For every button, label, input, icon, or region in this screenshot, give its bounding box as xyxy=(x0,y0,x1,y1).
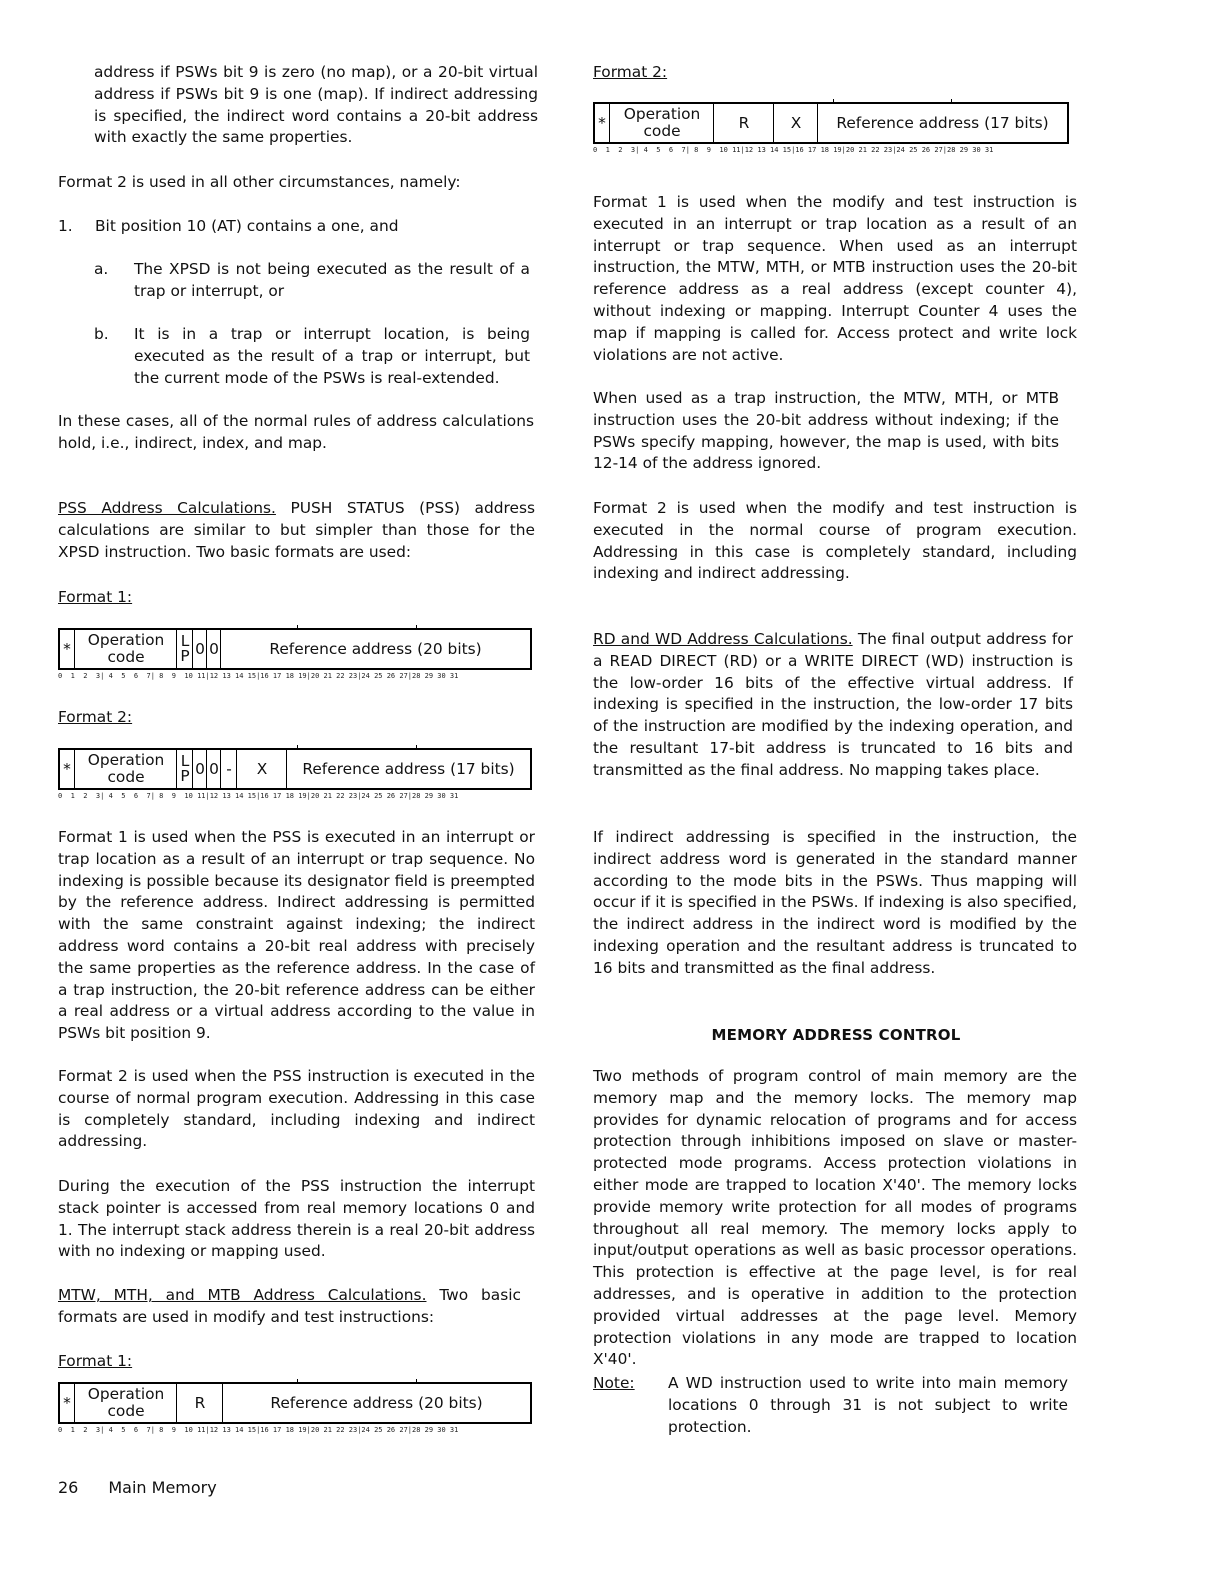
op-line1: Operation xyxy=(87,631,165,649)
para-virtual-address: address if PSWs bit 9 is zero (no map), or a 20-bit virtual address if PSWs bit 9 is one (map). If indirect addressing is specified, the indirect word contains a 20-bit address with exactly the same properties. xyxy=(94,63,538,147)
register-field: R xyxy=(713,104,774,142)
tick-mark xyxy=(297,1379,298,1384)
tick-mark xyxy=(951,99,952,104)
pss-format1-label: Format 1: xyxy=(58,588,133,606)
reference-address-field: Reference address (20 bits) xyxy=(222,1384,530,1422)
indirect-flag: * xyxy=(63,639,71,658)
operation-code-field xyxy=(74,630,177,668)
section-heading: MEMORY ADDRESS CONTROL xyxy=(711,1026,961,1044)
para-memory-address-control: Two methods of program control of main memory are the memory map and the memory locks. The memory map provides for dynamic relocation of programs and for access protection through inhibitions imposed on slave or master-protected mode programs. Access protection violations in either mode are trapped to location X'40'. The memory locks provide memory write protection for all modes of programs throughout all real memory. The memory locks apply to input/output operations as well as basic processor operations. This protection is effective at the page level, is for real addresses, and is operative in addition to the protection provided virtual addresses at the page level. Memory protection violations in any mode are trapped to location X'40'. xyxy=(593,1067,1077,1369)
pss-format2-label: Format 2: xyxy=(58,708,133,726)
indirect-flag: * xyxy=(63,759,71,778)
pss-text: PUSH STATUS (PSS) address calculations are similar to but simpler than those for the XPSD instruction. Two basic formats are used: xyxy=(58,499,535,561)
tick-mark xyxy=(416,625,417,630)
indirect-flag: * xyxy=(598,113,606,132)
l-bit: L xyxy=(180,632,190,650)
op-line1: Operation xyxy=(623,105,701,123)
list-number-1: 1. xyxy=(58,217,73,235)
note-label: Note: xyxy=(593,1374,635,1392)
page-footer xyxy=(58,1478,217,1497)
zero-bit-1: 0 xyxy=(192,750,207,788)
l-bit: L xyxy=(180,752,190,770)
para-mtw-format1-desc: Format 1 is used when the modify and test instruction is executed in an interrupt or trap location as a result of an interrupt or trap sequence. When used as an interrupt instruction, the MTW, MTH, or MTB instruction uses the 20-bit reference address as a real address (except counter 4), without indexing or mapping. Interrupt Counter 4 uses the map if mapping is called for. Access protect and write lock violations are not active. xyxy=(593,193,1077,364)
pss-format1-diagram xyxy=(58,628,532,670)
reference-address-field: Reference address (17 bits) xyxy=(817,104,1067,142)
p-bit: P xyxy=(180,647,190,665)
section-name: Main Memory xyxy=(108,1478,217,1497)
op-line2: code xyxy=(107,1402,145,1420)
tick-mark xyxy=(833,99,834,104)
mtw-title: MTW, MTH, and MTB Address Calculations. xyxy=(58,1286,427,1304)
bit-position-ruler: 0 1 2 3| 4 5 6 7| 8 9 10 11|12 13 14 15|16 17 18 19|20 21 22 23|24 25 26 27|28 29 30 31 xyxy=(593,146,994,154)
pss-title: PSS Address Calculations. xyxy=(58,499,276,517)
operation-code-field xyxy=(609,104,714,142)
bit-position-ruler: 0 1 2 3| 4 5 6 7| 8 9 10 11|12 13 14 15|16 17 18 19|20 21 22 23|24 25 26 27|28 29 30 31 xyxy=(58,792,459,800)
reference-address-field: Reference address (17 bits) xyxy=(286,750,530,788)
reference-address-field: Reference address (20 bits) xyxy=(220,630,530,668)
zero-bit-1: 0 xyxy=(192,630,207,668)
register-field: R xyxy=(176,1384,223,1422)
list-letter-a: a. xyxy=(94,260,109,278)
rd-wd-text: The final output address for a READ DIRECT (RD) or a WRITE DIRECT (WD) instruction is the low-order 16 bits of the effective virtual address. If indexing is specified in the instruction, the low-order 17 bits of the instruction are modified by the indexing operation, and the resultant 17-bit address is truncated to 16 bits and transmitted as the final address. No mapping takes place. xyxy=(593,630,1073,779)
operation-code-field xyxy=(74,750,177,788)
para-format2-intro: Format 2 is used in all other circumstances, namely: xyxy=(58,173,461,191)
note-text: A WD instruction used to write into main memory locations 0 through 31 is not subject to write protection. xyxy=(668,1374,1068,1436)
para-pss-address xyxy=(58,498,535,563)
zero-bit-2: 0 xyxy=(206,750,221,788)
mtw-format1-diagram xyxy=(58,1382,532,1424)
index-field: X xyxy=(773,104,818,142)
tick-mark xyxy=(416,1379,417,1384)
bit-position-ruler: 0 1 2 3| 4 5 6 7| 8 9 10 11|12 13 14 15|16 17 18 19|20 21 22 23|24 25 26 27|28 29 30 31 xyxy=(58,672,459,680)
para-pss-stack: During the execution of the PSS instruction the interrupt stack pointer is accessed from real memory locations 0 and 1. The interrupt stack address therein is a real 20-bit address with no indexing or mapping used. xyxy=(58,1177,535,1261)
para-normal-rules: In these cases, all of the normal rules of address calculations hold, i.e., indirect, index, and map. xyxy=(58,412,534,452)
list-letter-b: b. xyxy=(94,325,109,343)
zero-bit-2: 0 xyxy=(206,630,221,668)
para-pss-format1-desc: Format 1 is used when the PSS is executed in an interrupt or trap location as a result of an interrupt or trap sequence. No indexing is possible because its designator field is preempted by the reference address. Indirect addressing is permitted with the same constraint against indexing; the indirect address word contains a 20-bit real address with precisely the same properties as the reference address. In the case of a trap instruction, the 20-bit reference address can be either a real address or a virtual address according to the value in PSWs bit position 9. xyxy=(58,828,535,1043)
index-field: X xyxy=(236,750,287,788)
mtw-format1-label: Format 1: xyxy=(58,1352,133,1370)
tick-mark xyxy=(297,745,298,750)
tick-mark xyxy=(416,745,417,750)
op-line2: code xyxy=(643,122,681,140)
para-mtw-trap: When used as a trap instruction, the MTW, MTH, or MTB instruction uses the 20-bit address without indexing; if the PSWs specify mapping, however, the map is used, with bits 12-14 of the address ignored. xyxy=(593,389,1059,473)
tick-mark xyxy=(297,625,298,630)
para-rd-wd-address xyxy=(593,629,1073,782)
bit-position-ruler: 0 1 2 3| 4 5 6 7| 8 9 10 11|12 13 14 15|16 17 18 19|20 21 22 23|24 25 26 27|28 29 30 31 xyxy=(58,1426,459,1434)
mtw-text: Two basic formats are used in modify and test instructions: xyxy=(58,1286,521,1326)
indirect-flag: * xyxy=(63,1393,71,1412)
operation-code-field xyxy=(74,1384,177,1422)
op-line2: code xyxy=(107,768,145,786)
p-bit: P xyxy=(180,767,190,785)
para-mtw-format2-desc: Format 2 is used when the modify and test instruction is executed in the normal course of program execution. Addressing in this case is completely standard, including indexing and indirect addressing. xyxy=(593,499,1077,583)
mtw-format2-label: Format 2: xyxy=(593,63,668,81)
para-rd-wd-indirect: If indirect addressing is specified in the instruction, the indirect address word is generated in the standard manner according to the mode bits in the PSWs. Thus mapping will occur if it is specified in the PSWs. If indexing is also specified, the indirect address in the indirect word is modified by the indexing operation and the resultant address is truncated to 16 bits and transmitted as the final address. xyxy=(593,828,1077,977)
para-mtw-address xyxy=(58,1285,521,1329)
lp-field xyxy=(176,630,193,668)
op-line1: Operation xyxy=(87,1385,165,1403)
lp-field xyxy=(176,750,193,788)
list-item-1: Bit position 10 (AT) contains a one, and xyxy=(95,217,399,235)
pss-format2-diagram xyxy=(58,748,532,790)
para-pss-format2-desc: Format 2 is used when the PSS instruction is executed in the course of normal program execution. Addressing in this case is completely standard, including indexing and indirect addressing. xyxy=(58,1067,535,1151)
list-item-a: The XPSD is not being executed as the result of a trap or interrupt, or xyxy=(134,260,530,300)
rd-wd-title: RD and WD Address Calculations. xyxy=(593,630,853,648)
mtw-format2-diagram xyxy=(593,102,1069,144)
op-line1: Operation xyxy=(87,751,165,769)
op-line2: code xyxy=(107,648,145,666)
dash-bit: - xyxy=(220,750,237,788)
list-item-b: It is in a trap or interrupt location, is being executed as the result of a trap or interrupt, but the current mode of the PSWs is real-extended. xyxy=(134,325,530,387)
page-number: 26 xyxy=(58,1478,79,1497)
